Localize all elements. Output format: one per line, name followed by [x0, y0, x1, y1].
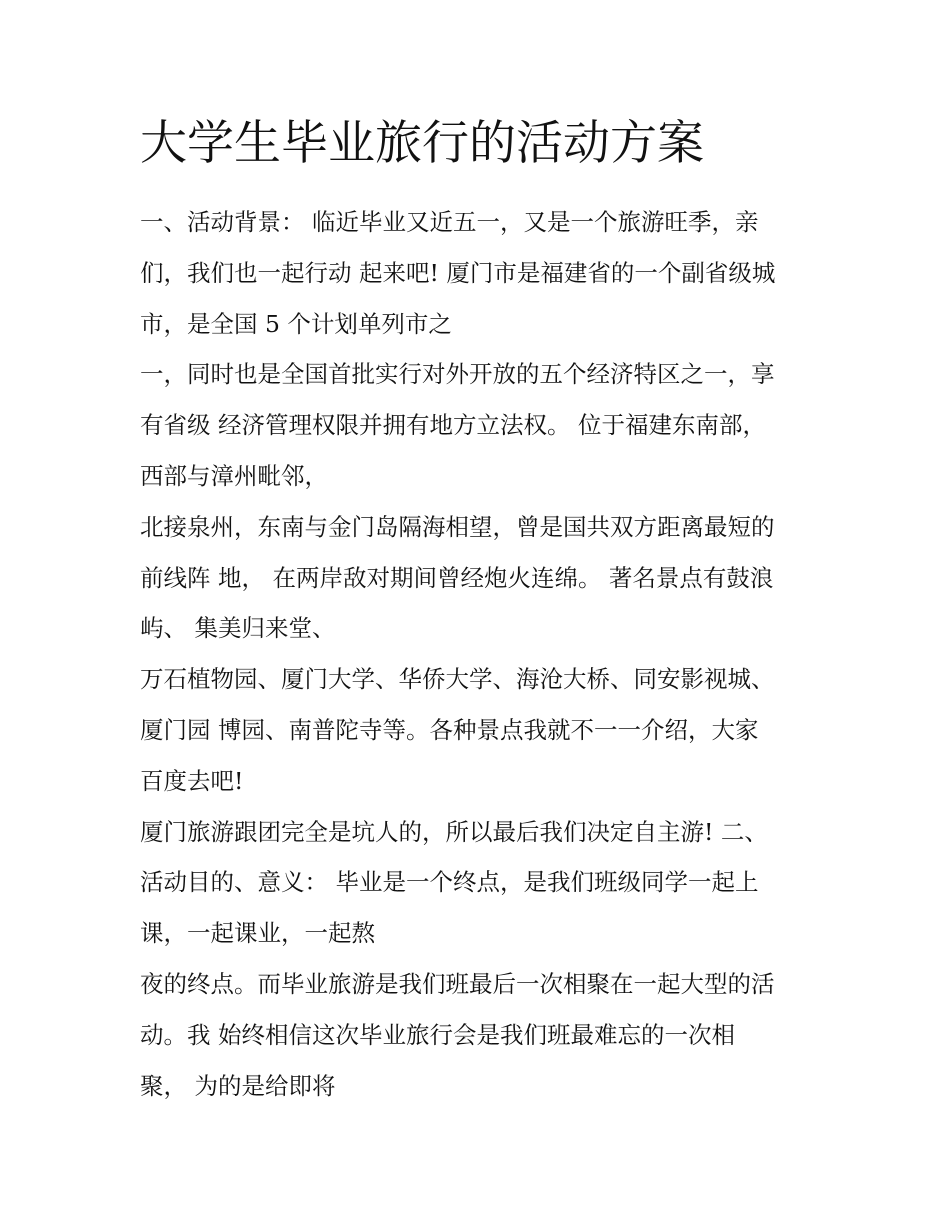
body-line: 课，一起课业，一起熬 — [140, 919, 375, 947]
body-line: 屿、 集美归来堂、 — [140, 614, 336, 642]
body-line: 们，我们也一起行动 起来吧! 厦门市是福建省的一个副省级城 — [140, 259, 776, 287]
body-line: 有省级 经济管理权限并拥有地方立法权。 位于福建东南部， — [140, 411, 766, 439]
body-line: 活动目的、意义： 毕业是一个终点，是我们班级同学一起上 — [140, 868, 759, 896]
body-line: 百度去吧! — [140, 767, 244, 795]
body-line: 万石植物园、厦门大学、华侨大学、海沧大桥、同安影视城、 — [140, 665, 775, 693]
body-line: 聚， 为的是给即将 — [140, 1072, 336, 1100]
body-line: 北接泉州，东南与金门岛隔海相望，曾是国共双方距离最短的 — [140, 513, 775, 541]
body-line: 夜的终点。而毕业旅游是我们班最后一次相聚在一起大型的活 — [140, 970, 775, 998]
document-title: 大学生毕业旅行的活动方案 — [140, 116, 704, 171]
body-line: 动。我 始终相信这次毕业旅行会是我们班最难忘的一次相 — [140, 1021, 735, 1049]
body-line: 前线阵 地， 在两岸敌对期间曾经炮火连绵。 著名景点有鼓浪 — [140, 564, 774, 592]
body-line: 厦门旅游跟团完全是坑人的，所以最后我们决定自主游! 二、 — [140, 818, 768, 846]
body-line: 厦门园 博园、南普陀寺等。各种景点我就不一一介绍，大家 — [140, 716, 759, 744]
body-line: 西部与漳州毗邻， — [140, 462, 328, 490]
body-line: 一，同时也是全国首批实行对外开放的五个经济特区之一，享 — [140, 360, 775, 388]
body-line: 市，是全国 5 个计划单列市之 — [140, 310, 452, 338]
body-line: 一、活动背景： 临近毕业又近五一，又是一个旅游旺季，亲 — [140, 208, 759, 236]
